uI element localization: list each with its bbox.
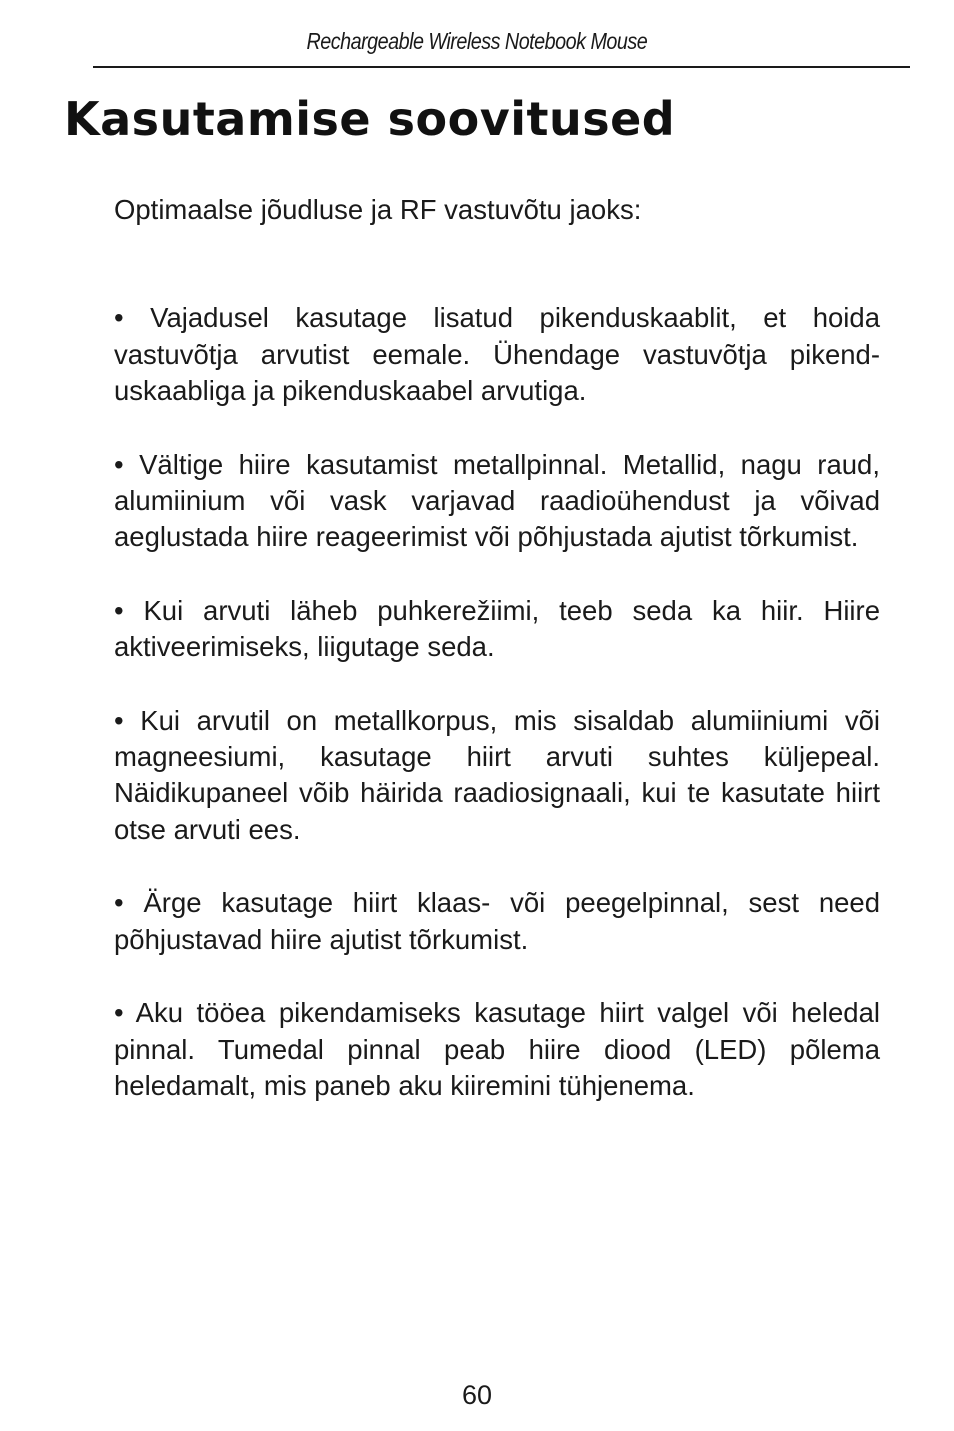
tip-glass-surface: • Ärge kasutage hiirt klaas- või peegelpinnal, sest need põhjustavad hiire ajutist tõrkumist. — [114, 887, 880, 955]
running-header: Rechargeable Wireless Notebook Mouse — [306, 28, 648, 54]
tip-metal-case: • Kui arvutil on metallkorpus, mis sisaldab alumiiniumi või magneesiumi, kasutage hiirt arvuti suhtes küljepeal. Näidikupaneel võib häirida raadiosignaali, kui te kasutate hiirt otse arvuti ees. — [114, 704, 880, 845]
tip-metal-surface: • Vältige hiire kasutamist metallpinnal. Metallid, nagu raud, alumiinium või vask varjavad raadioühendust ja võivad aeglustada hiire reageerimist või põhjustada ajutist tõrkumist. — [114, 448, 880, 553]
tip-battery-life: • Aku tööea pikendamiseks kasutage hiirt valgel või heledal pinnal. Tumedal pinnal peab hiire diood (LED) põlema heledamalt, mis paneb aku kiiremini tühjenema. — [114, 997, 880, 1101]
tip-sleep-mode: • Kui arvuti läheb puhkerežiimi, teeb seda ka hiir. Hiire aktiveerimiseks, liigutage seda. — [114, 594, 880, 663]
page-number: 60 — [461, 1380, 493, 1410]
tip-extension-cable: • Vajadusel kasutage lisatud pikenduskaablit, et hoida vastuvõtja arvutist eemale. Ühendage vastuvõtja pikenduskaabliga ja pikenduskaabel arvutiga. — [114, 302, 880, 407]
header-divider — [93, 66, 910, 68]
page-content — [114, 192, 880, 1141]
page-title: Kasutamise soovitused — [64, 92, 676, 146]
intro-paragraph: Optimaalse jõudluse ja RF vastuvõtu jaoks: — [114, 194, 642, 225]
